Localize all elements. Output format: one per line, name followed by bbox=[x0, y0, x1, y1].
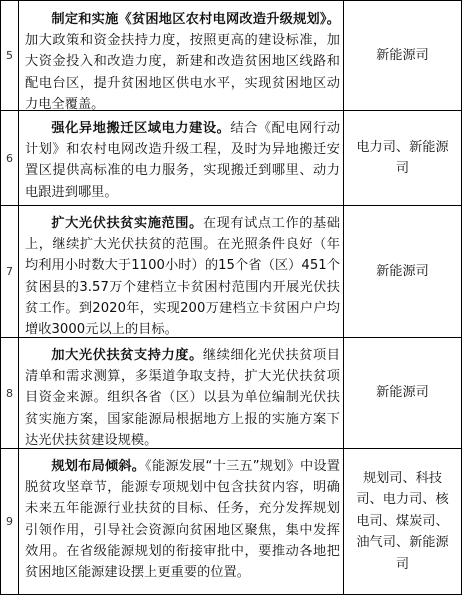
table-row bbox=[1, 338, 461, 449]
task-title: 规划布局倾斜。 bbox=[51, 459, 146, 474]
task-content bbox=[19, 449, 344, 594]
responsible-department: 新能源司 bbox=[376, 47, 429, 63]
task-description: 在现有试点工作的基础上，继续扩大光伏扶贫的范围。在光照条件良好（年均利用小时数大于1100小时）的15个省（区）451个贫困县的3.57万个建档立卡贫困村范围内开展光伏扶贫工作。到2020年，实现200万建档立卡贫困户户均增收3000元以上的目标。 bbox=[25, 216, 340, 338]
task-title: 扩大光伏扶贫实施范围。 bbox=[51, 216, 203, 231]
row-number: 8 bbox=[1, 338, 19, 448]
task-content bbox=[19, 338, 344, 448]
row-number: 5 bbox=[1, 1, 19, 110]
row-number: 6 bbox=[1, 111, 19, 205]
task-description: 《能源发展“十三五”规划》中设置脱贫攻坚章节，能源专项规划中包含扶贫内容，明确未来五年能源行业扶贫的目标、任务，充分发挥规划引领作用，引导社会资源向贫困地区聚焦，集中发挥效用。在省级能源规划的衔接审批中，要推动各地把贫困地区能源建设摆上更重要的位置。 bbox=[25, 459, 340, 581]
responsible-department: 规划司、科技司、电力司、核电司、煤炭司、油气司、新能源司 bbox=[356, 470, 449, 572]
row-number: 9 bbox=[1, 449, 19, 594]
task-description: 加大政策和资金扶持力度，按照更高的建设标准，加大资金投入和改造力度，新建和改造贫困地区线路和配电台区，提升贫困地区供电水平，实现贫困地区动力电全覆盖。 bbox=[25, 33, 340, 112]
responsible-department: 电力司、新能源司 bbox=[356, 139, 449, 176]
table-row bbox=[1, 449, 461, 594]
task-content bbox=[19, 206, 344, 337]
table-row bbox=[1, 1, 461, 111]
task-title: 加大光伏扶贫支持力度。 bbox=[51, 348, 203, 363]
table-row bbox=[1, 206, 461, 338]
task-description: 继续细化光伏扶贫项目清单和需求测算，多渠道争取支持，扩大光伏扶贫项目资金来源。组织各省（区）以县为单位编制光伏扶贫实施方案，国家能源局根据地方上报的实施方案下达光伏扶贫建设规模。 bbox=[25, 348, 340, 448]
task-title: 强化异地搬迁区域电力建设。 bbox=[51, 121, 231, 136]
task-content bbox=[19, 1, 344, 110]
responsible-department: 新能源司 bbox=[376, 385, 429, 401]
table-row bbox=[1, 111, 461, 206]
row-number: 7 bbox=[1, 206, 19, 337]
responsible-department: 新能源司 bbox=[376, 263, 429, 279]
task-content bbox=[19, 111, 344, 205]
task-description: 结合《配电网行动计划》和农村电网改造升级工程，及时为异地搬迁安置区提供高标准的电力服务，实现搬迁到哪里、动力电跟进到哪里。 bbox=[25, 121, 340, 200]
task-title: 制定和实施《贫困地区农村电网改造升级规划》。 bbox=[51, 12, 340, 27]
